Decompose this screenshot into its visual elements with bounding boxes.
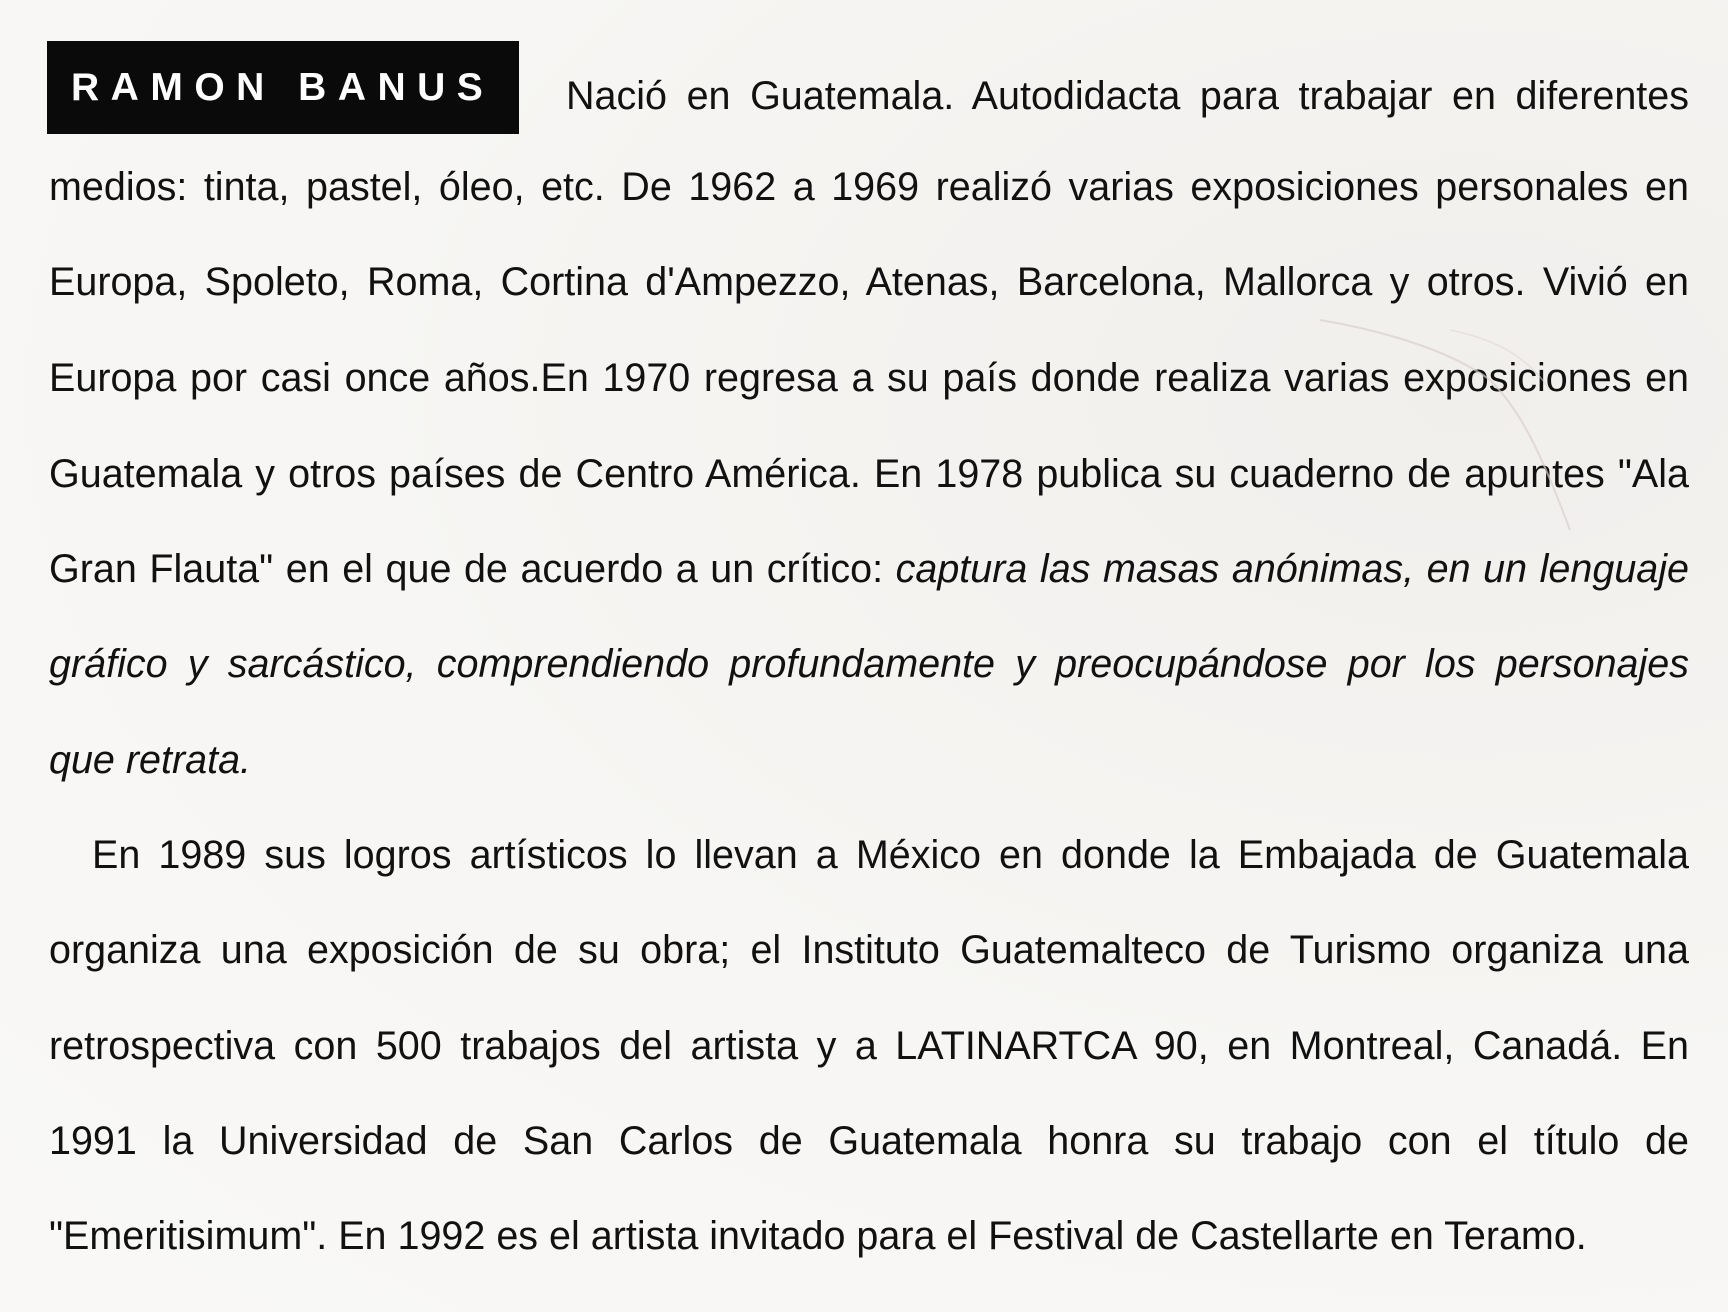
paragraph1-line7: gráfico y sarcástico, comprendiendo profundamente y preocupándose por los personajes: [49, 642, 1689, 686]
line6-italic-quote: captura las masas anónimas, en un lenguaje: [895, 547, 1689, 591]
paragraph1-line2: medios: tinta, pastel, óleo, etc. De 1962 a 1969 realizó varias exposiciones personales en: [49, 165, 1689, 209]
paragraph1-line5: Guatemala y otros países de Centro América. En 1978 publica su cuaderno de apuntes "Ala: [49, 452, 1689, 496]
paragraph1-line4: Europa por casi once años.En 1970 regresa a su país donde realiza varias exposiciones en: [49, 356, 1689, 400]
paragraph2-line5: "Emeritisimum". En 1992 es el artista invitado para el Festival de Castellarte en Teramo.: [49, 1214, 1587, 1258]
paragraph1-line1: Nació en Guatemala. Autodidacta para trabajar en diferentes: [566, 74, 1689, 118]
paragraph2-line1: En 1989 sus logros artísticos lo llevan a México en donde la Embajada de Guatemala: [92, 833, 1689, 877]
paragraph2-line2: organiza una exposición de su obra; el Instituto Guatemalteco de Turismo organiza una: [49, 928, 1689, 972]
name-heading-box: [47, 41, 519, 134]
artist-name-heading: RAMON BANUS: [71, 65, 495, 109]
line6-regular-text: Gran Flauta" en el que de acuerdo a un crítico:: [49, 547, 896, 591]
paragraph1-line8: que retrata.: [49, 738, 252, 782]
paper-crease-mark: [1300, 300, 1600, 560]
paragraph1-line6: [49, 545, 1689, 593]
paragraph2-line3: retrospectiva con 500 trabajos del artista y a LATINARTCA 90, en Montreal, Canadá. En: [49, 1024, 1689, 1068]
paragraph1-line3: Europa, Spoleto, Roma, Cortina d'Ampezzo, Atenas, Barcelona, Mallorca y otros. Vivió en: [49, 260, 1689, 304]
paragraph2-line4: 1991 la Universidad de San Carlos de Guatemala honra su trabajo con el título de: [49, 1119, 1689, 1163]
